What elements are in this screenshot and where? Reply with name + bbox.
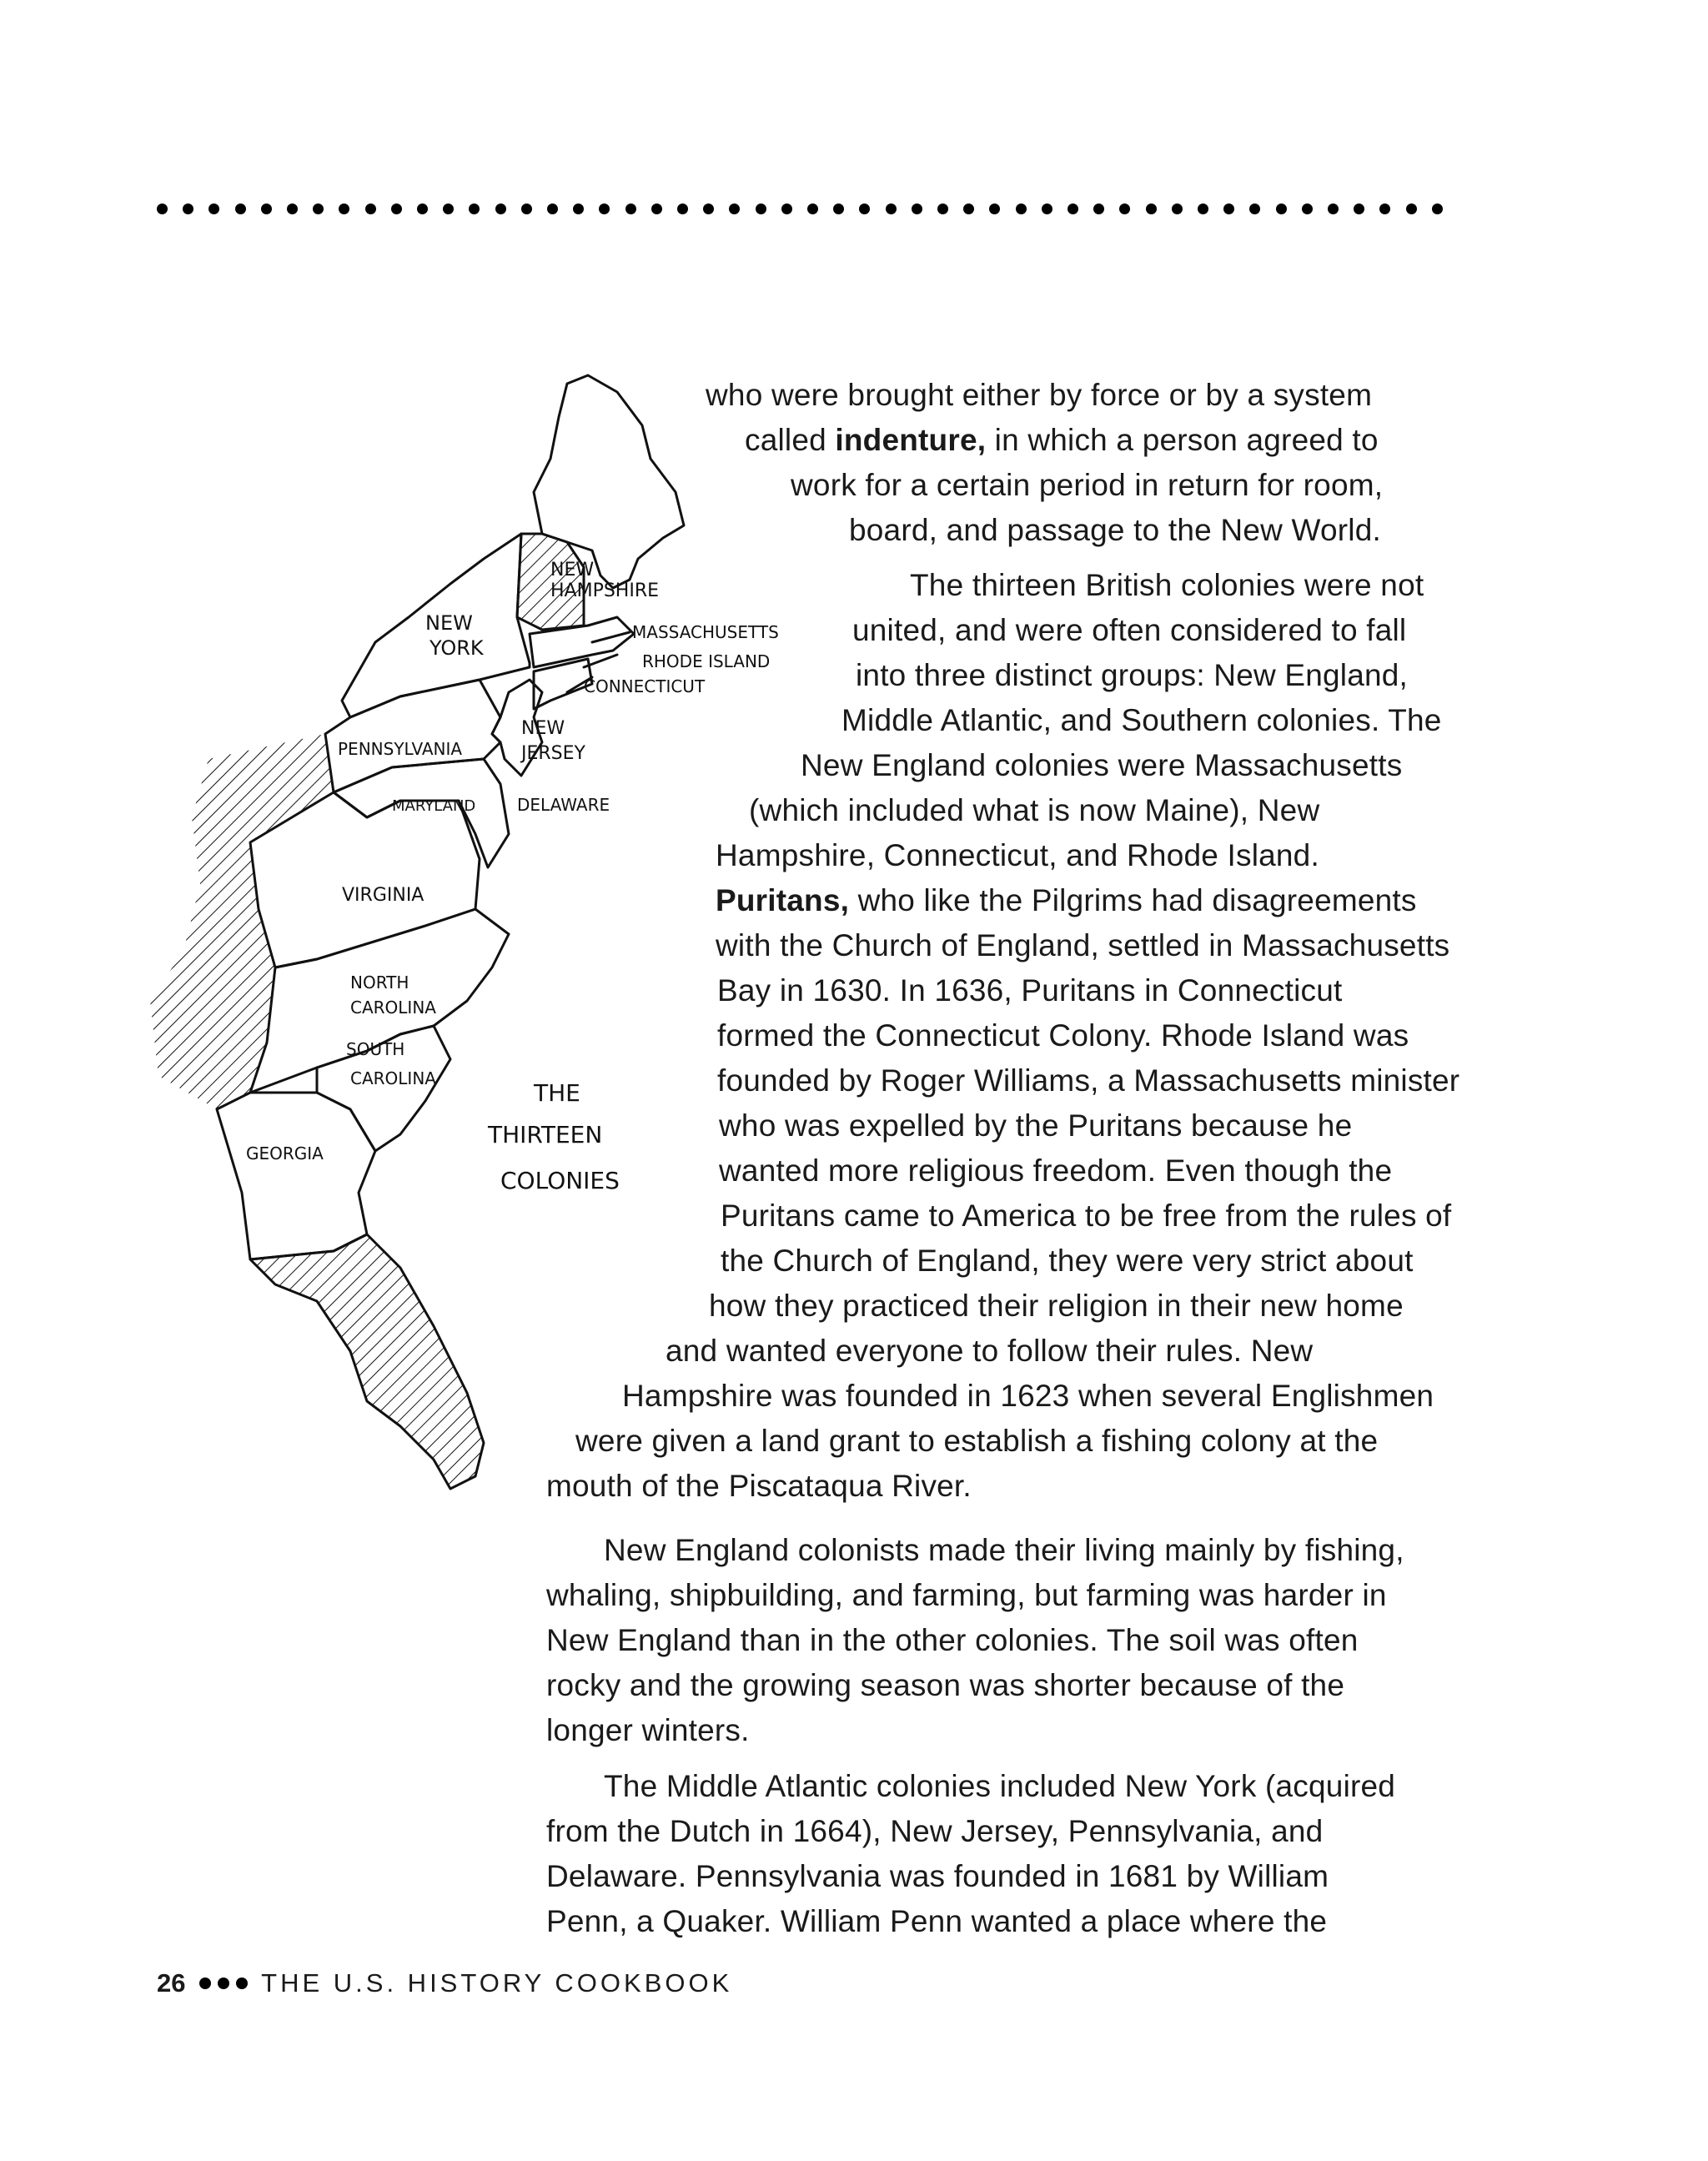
rule-dot xyxy=(391,204,402,214)
p2-line-5: New England colonies were Massachusetts xyxy=(801,748,1403,782)
p2-line-2: united, and were often considered to fall xyxy=(852,613,1407,647)
rule-dot xyxy=(417,204,428,214)
rule-dot xyxy=(1223,204,1234,214)
map-title-line-1: THE xyxy=(534,1079,580,1107)
p1-line-3: work for a certain period in return for room, xyxy=(791,468,1384,502)
p3-line-3: New England than in the other colonies. The soil was often xyxy=(546,1623,1359,1657)
rule-dot xyxy=(1068,204,1078,214)
footer-dot xyxy=(218,1978,229,1989)
map-title-line-2: THIRTEEN xyxy=(488,1121,603,1148)
p3-line-2: whaling, shipbuilding, and farming, but farming was harder in xyxy=(546,1578,1387,1612)
rule-dot xyxy=(937,204,948,214)
rule-dot xyxy=(313,204,324,214)
p3-line-5: longer winters. xyxy=(546,1713,750,1747)
p4-line-3: Delaware. Pennsylvania was founded in 1681 by William xyxy=(546,1859,1329,1893)
p2-line-14: wanted more religious freedom. Even though the xyxy=(719,1153,1393,1188)
page-number: 26 xyxy=(157,1968,186,1998)
p2-line-15: Puritans came to America to be free from the rules of xyxy=(721,1199,1452,1233)
label-new-hampshire-2: HAMPSHIRE xyxy=(550,580,660,601)
p2-line-1: The thirteen British colonies were not xyxy=(910,568,1424,602)
label-new-jersey-1: NEW xyxy=(521,718,565,739)
rule-dot xyxy=(1302,204,1313,214)
p2-line-9: with the Church of England, settled in Massachusetts xyxy=(716,928,1450,962)
rule-dot xyxy=(677,204,688,214)
rule-dot xyxy=(1379,204,1390,214)
p2-line-17: how they practiced their religion in their new home xyxy=(709,1289,1404,1323)
rule-dot xyxy=(833,204,844,214)
rule-dot xyxy=(1328,204,1339,214)
label-pennsylvania: PENNSYLVANIA xyxy=(338,739,463,759)
label-south-carolina-1: SOUTH xyxy=(346,1039,405,1059)
rule-dot xyxy=(261,204,272,214)
label-delaware: DELAWARE xyxy=(517,795,610,815)
rule-dot xyxy=(1093,204,1104,214)
rule-dot xyxy=(1249,204,1260,214)
book-title: THE U.S. HISTORY COOKBOOK xyxy=(261,1968,733,1998)
label-new-jersey-2: JERSEY xyxy=(521,743,585,764)
georgia-shape xyxy=(217,1093,375,1259)
rule-dot xyxy=(781,204,792,214)
rule-dot xyxy=(1042,204,1052,214)
rule-dot xyxy=(807,204,818,214)
term-indenture: indenture, xyxy=(835,423,987,457)
label-massachusetts: MASSACHUSETTS xyxy=(632,622,779,642)
label-georgia: GEORGIA xyxy=(246,1143,324,1163)
p2-line-16: the Church of England, they were very strict about xyxy=(721,1244,1414,1278)
rule-dot xyxy=(183,204,193,214)
rule-dot xyxy=(1354,204,1364,214)
p2-line-12: founded by Roger Williams, a Massachusetts minister xyxy=(717,1063,1460,1098)
western-territory-hatch xyxy=(150,734,334,1109)
label-south-carolina-2: CAROLINA xyxy=(350,1068,436,1088)
rule-dot xyxy=(547,204,558,214)
p2-line-8 xyxy=(716,878,1417,923)
p1-line-2 xyxy=(745,418,1379,463)
rule-dot xyxy=(1198,204,1208,214)
p2-line-21: mouth of the Piscataqua River. xyxy=(546,1469,972,1503)
rule-dot xyxy=(886,204,897,214)
p1-line-2-post: in which a person agreed to xyxy=(986,423,1379,457)
rule-dot xyxy=(651,204,662,214)
p2-line-20: were given a land grant to establish a fishing colony at the xyxy=(575,1424,1379,1458)
rule-dot xyxy=(963,204,974,214)
term-puritans: Puritans, xyxy=(716,883,850,917)
rule-dot xyxy=(1406,204,1417,214)
p2-line-6: (which included what is now Maine), New xyxy=(749,793,1320,827)
p1-line-2-pre: called xyxy=(745,423,836,457)
label-new-york-2: YORK xyxy=(430,636,484,660)
p3-line-1: New England colonists made their living mainly by fishing, xyxy=(604,1533,1404,1567)
rule-dot xyxy=(521,204,532,214)
p4-line-1: The Middle Atlantic colonies included New York (acquired xyxy=(604,1769,1396,1803)
rule-dot xyxy=(912,204,922,214)
rule-dot xyxy=(859,204,870,214)
p2-line-7: Hampshire, Connecticut, and Rhode Island. xyxy=(716,838,1319,872)
p2-line-4: Middle Atlantic, and Southern colonies. The xyxy=(841,703,1442,737)
p4-line-4: Penn, a Quaker. William Penn wanted a place where the xyxy=(546,1904,1328,1938)
rule-dot xyxy=(1119,204,1130,214)
map-title-line-3: COLONIES xyxy=(500,1167,620,1194)
p2-line-3: into three distinct groups: New England, xyxy=(856,658,1409,692)
rule-dot xyxy=(756,204,766,214)
rule-dot xyxy=(729,204,740,214)
rule-dot xyxy=(1432,204,1443,214)
p1-line-4: board, and passage to the New World. xyxy=(849,513,1381,547)
label-north-carolina-2: CAROLINA xyxy=(350,998,436,1018)
rule-dot xyxy=(1146,204,1157,214)
p4-line-2: from the Dutch in 1664), New Jersey, Pennsylvania, and xyxy=(546,1814,1324,1848)
rule-dot xyxy=(287,204,298,214)
label-north-carolina-1: NORTH xyxy=(350,972,409,993)
rule-dot xyxy=(208,204,219,214)
label-maryland: MARYLAND xyxy=(392,797,476,815)
p2-line-18: and wanted everyone to follow their rules. New xyxy=(666,1334,1314,1368)
label-rhode-island: RHODE ISLAND xyxy=(642,651,771,671)
p2-line-8-post: who like the Pilgrims had disagreements xyxy=(849,883,1417,917)
label-new-york-1: NEW xyxy=(425,611,473,635)
rule-dot xyxy=(495,204,506,214)
rule-dot xyxy=(573,204,584,214)
pennsylvania-shape xyxy=(325,680,500,792)
rule-dot xyxy=(1172,204,1183,214)
label-new-hampshire-1: NEW xyxy=(550,560,595,580)
rule-dot xyxy=(703,204,714,214)
p2-line-19: Hampshire was founded in 1623 when several Englishmen xyxy=(622,1379,1434,1413)
label-virginia: VIRGINIA xyxy=(342,885,424,906)
p3-line-4: rocky and the growing season was shorter because of the xyxy=(546,1668,1345,1702)
rule-dot xyxy=(235,204,246,214)
rule-dot xyxy=(1276,204,1287,214)
rule-dot xyxy=(365,204,376,214)
page-footer xyxy=(157,1967,732,2000)
dotted-rule xyxy=(157,204,1518,229)
p1-line-1: who were brought either by force or by a system xyxy=(706,378,1373,412)
p2-line-10: Bay in 1630. In 1636, Puritans in Connecticut xyxy=(717,973,1343,1008)
label-connecticut: CONNECTICUT xyxy=(584,676,706,696)
footer-dot xyxy=(199,1978,211,1989)
footer-dot xyxy=(236,1978,248,1989)
p2-line-13: who was expelled by the Puritans because he xyxy=(719,1108,1353,1143)
florida-shape xyxy=(250,1234,484,1489)
rule-dot xyxy=(157,204,168,214)
rule-dot xyxy=(599,204,610,214)
rule-dot xyxy=(443,204,454,214)
rule-dot xyxy=(1016,204,1027,214)
rule-dot xyxy=(339,204,349,214)
p2-line-11: formed the Connecticut Colony. Rhode Island was xyxy=(717,1018,1409,1053)
rule-dot xyxy=(469,204,480,214)
rule-dot xyxy=(989,204,1000,214)
rule-dot xyxy=(625,204,636,214)
